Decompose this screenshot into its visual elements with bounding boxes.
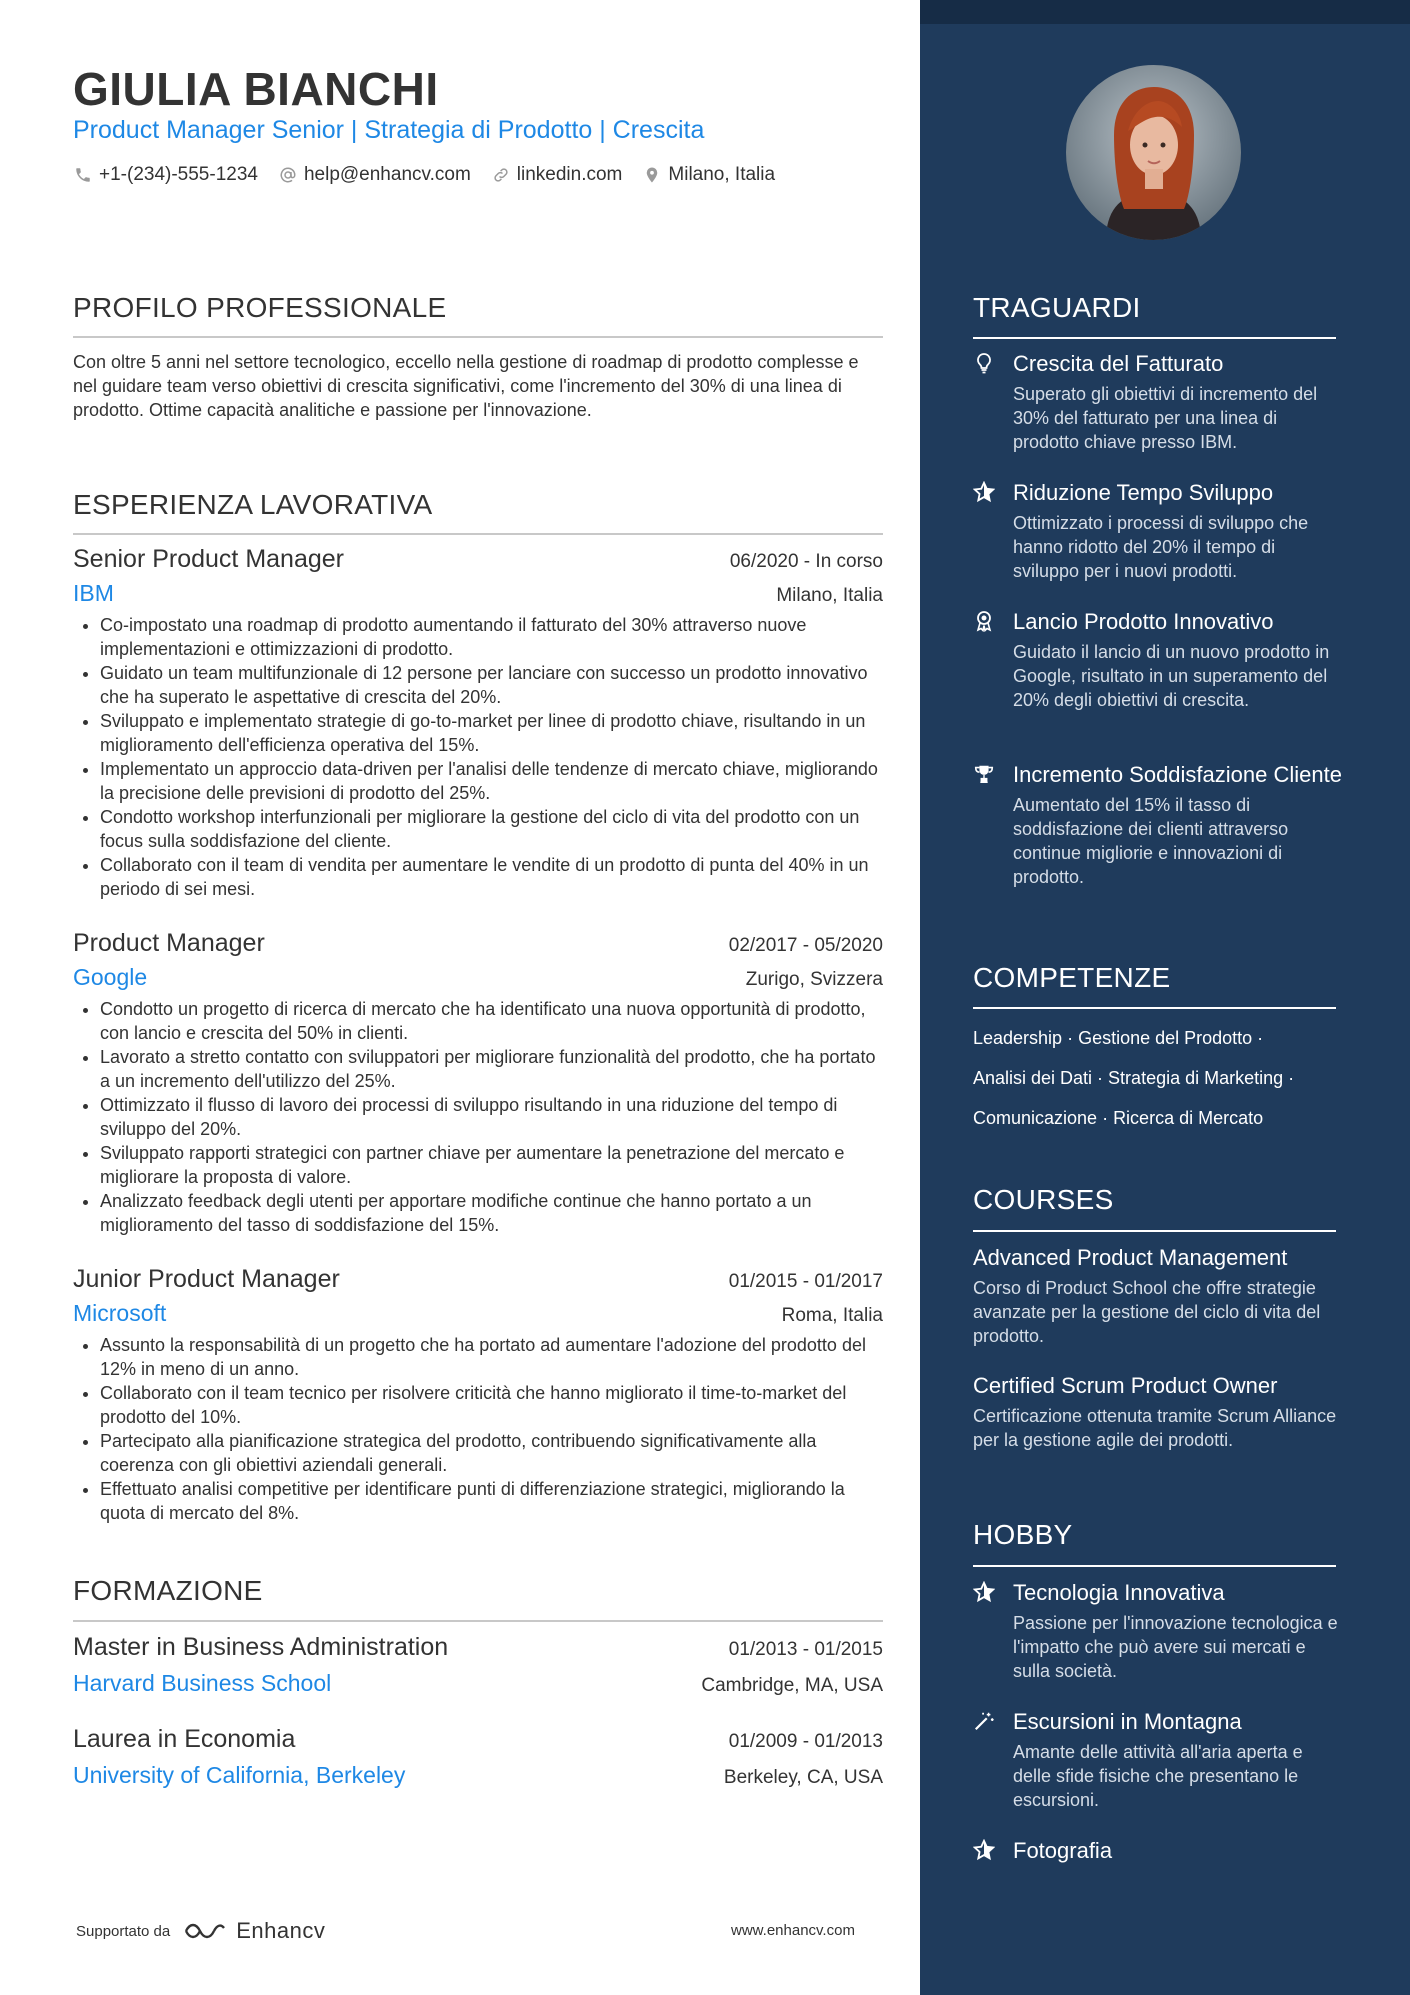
course-description: Certificazione ottenuta tramite Scrum Alliance per la gestione agile dei prodotti. bbox=[973, 1406, 1337, 1450]
achievement-item bbox=[973, 478, 1343, 583]
job-dates: 01/2015 - 01/2017 bbox=[728, 1271, 883, 1292]
school-location: Cambridge, MA, USA bbox=[701, 1675, 883, 1696]
achievement-item bbox=[973, 349, 1343, 454]
profile-photo bbox=[1066, 65, 1241, 240]
skills-line: Leadership · Gestione del Prodotto · bbox=[973, 1028, 1264, 1048]
contact-phone bbox=[73, 164, 258, 186]
star-icon bbox=[973, 480, 995, 504]
contact-email[interactable] bbox=[278, 164, 471, 186]
list-item: • Implementato un approccio data-driven per l'analisi delle tendenze di mercato chiave, migliorando la precisione delle previsioni di prodotto del 25%. bbox=[100, 757, 883, 805]
achievement-item bbox=[973, 760, 1343, 889]
phone-icon bbox=[73, 165, 93, 185]
section-divider bbox=[73, 336, 883, 338]
hobby-description: Passione per l'innovazione tecnologica e l'impatto che può avere sui mercati e sulla società. bbox=[1013, 1613, 1338, 1681]
hobby-title: Escursioni in Montagna bbox=[1013, 1709, 1242, 1734]
achievement-description: Guidato il lancio di un nuovo prodotto in Google, risultato in un superamento del 20% degli obiettivi di crescita. bbox=[1013, 642, 1330, 710]
hobby-title: Tecnologia Innovativa bbox=[1013, 1580, 1225, 1605]
achievements-section-title: TRAGUARDI bbox=[973, 292, 1141, 323]
star-icon bbox=[973, 1838, 995, 1862]
footer-branding bbox=[76, 1918, 325, 1944]
list-item: • Analizzato feedback degli utenti per apportare modifiche continue che hanno portato a un miglioramento del tasso di soddisfazione del 15%. bbox=[100, 1189, 883, 1237]
skills-list bbox=[973, 1018, 1343, 1138]
magic-wand-icon bbox=[973, 1709, 995, 1733]
degree-title: Master in Business Administration bbox=[73, 1633, 449, 1661]
section-divider bbox=[73, 1620, 883, 1622]
linkedin-text[interactable]: linkedin.com bbox=[516, 164, 623, 185]
school-location: Berkeley, CA, USA bbox=[723, 1767, 883, 1788]
location-pin-icon bbox=[642, 165, 662, 185]
headline: Product Manager Senior | Strategia di Prodotto | Crescita bbox=[73, 116, 705, 144]
education-entry bbox=[73, 1725, 883, 1789]
job-entry bbox=[73, 929, 883, 1237]
skills-section-title: COMPETENZE bbox=[973, 962, 1171, 993]
profile-summary: Con oltre 5 anni nel settore tecnologico, eccello nella gestione di roadmap di prodotto complesse e nel guidare team verso obiettivi di crescita significativi, come l'incremento del 30% di una linea di prodotto. Ottime capacità analitiche e passione per l'innovazione. bbox=[73, 352, 859, 420]
list-item: • Sviluppato rapporti strategici con partner chiave per aumentare la penetrazione del mercato e migliorare la proposta di valore. bbox=[100, 1141, 883, 1189]
school-name: Harvard Business School bbox=[73, 1670, 332, 1696]
section-divider bbox=[73, 533, 883, 535]
section-divider bbox=[973, 337, 1336, 339]
job-location: Roma, Italia bbox=[781, 1305, 883, 1326]
course-title: Certified Scrum Product Owner bbox=[973, 1373, 1278, 1398]
course-item bbox=[973, 1371, 1343, 1452]
achievement-title: Riduzione Tempo Sviluppo bbox=[1013, 480, 1274, 505]
job-entry bbox=[73, 545, 883, 901]
course-description: Corso di Product School che offre strategie avanzate per la gestione del ciclo di vita del prodotto. bbox=[973, 1278, 1321, 1346]
star-icon bbox=[973, 1580, 995, 1604]
contact-linkedin[interactable] bbox=[491, 164, 623, 186]
list-item: • Ottimizzato il flusso di lavoro dei processi di sviluppo risultando in una riduzione del tempo di sviluppo del 20%. bbox=[100, 1093, 883, 1141]
job-bullets bbox=[73, 997, 883, 1237]
location-text: Milano, Italia bbox=[668, 164, 776, 185]
job-title: Senior Product Manager bbox=[73, 545, 344, 573]
job-dates: 06/2020 - In corso bbox=[729, 551, 883, 572]
job-dates: 02/2017 - 05/2020 bbox=[728, 935, 883, 956]
job-company: Microsoft bbox=[73, 1300, 167, 1326]
hobby-item bbox=[973, 1578, 1343, 1683]
skills-line: Comunicazione · Ricerca di Mercato bbox=[973, 1108, 1264, 1128]
course-item bbox=[973, 1243, 1343, 1348]
job-bullets bbox=[73, 613, 883, 901]
hobby-item bbox=[973, 1707, 1343, 1812]
list-item: • Condotto un progetto di ricerca di mercato che ha identificato una nuova opportunità di prodotto, con lancio e crescita del 50% in clienti. bbox=[100, 997, 883, 1045]
list-item: • Condotto workshop interfunzionali per migliorare la gestione del ciclo di vita del prodotto con un focus sulla soddisfazione del cliente. bbox=[100, 805, 883, 853]
lightbulb-icon bbox=[973, 351, 995, 375]
achievement-title: Incremento Soddisfazione Cliente bbox=[1013, 762, 1342, 787]
award-icon bbox=[973, 609, 995, 633]
school-name: University of California, Berkeley bbox=[73, 1762, 406, 1788]
trophy-icon bbox=[973, 762, 995, 786]
job-bullets bbox=[73, 1333, 883, 1525]
at-icon bbox=[278, 165, 298, 185]
education-entry bbox=[73, 1633, 883, 1697]
section-divider bbox=[973, 1565, 1336, 1567]
education-dates: 01/2013 - 01/2015 bbox=[728, 1639, 883, 1660]
degree-title: Laurea in Economia bbox=[73, 1725, 296, 1753]
hobby-section-title: HOBBY bbox=[973, 1519, 1073, 1550]
job-title: Junior Product Manager bbox=[73, 1265, 340, 1293]
powered-by-text: Supportato da bbox=[76, 1922, 171, 1940]
courses-section-title: COURSES bbox=[973, 1184, 1114, 1215]
email-text[interactable]: help@enhancv.com bbox=[303, 164, 471, 185]
list-item: • Lavorato a stretto contatto con sviluppatori per migliorare funzionalità del prodotto, che ha portato a un incremento dell'utilizzo del 25%. bbox=[100, 1045, 883, 1093]
list-item: • Collaborato con il team di vendita per aumentare le vendite di un prodotto di punta del 40% in un periodo di sei mesi. bbox=[100, 853, 883, 901]
skills-line: Analisi dei Dati · Strategia di Marketing · bbox=[973, 1068, 1295, 1088]
profile-section-title: PROFILO PROFESSIONALE bbox=[73, 292, 447, 323]
phone-text: +1-(234)-555-1234 bbox=[99, 164, 258, 185]
education-dates: 01/2009 - 01/2013 bbox=[728, 1731, 883, 1752]
section-divider bbox=[973, 1230, 1336, 1232]
list-item: • Co-impostato una roadmap di prodotto aumentando il fatturato del 30% attraverso nuove implementazioni e ottimizzazioni di prodotto. bbox=[100, 613, 883, 661]
brand-name: Enhancv bbox=[236, 1918, 326, 1943]
list-item: • Partecipato alla pianificazione strategica del prodotto, contribuendo significativamente alla coerenza con gli obiettivi aziendali generali. bbox=[100, 1429, 883, 1477]
achievement-description: Aumentato del 15% il tasso di soddisfazione dei clienti attraverso continue migliorie e innovazioni di prodotto. bbox=[1013, 795, 1289, 887]
hobby-title: Fotografia bbox=[1013, 1838, 1113, 1863]
enhancv-logo-icon bbox=[182, 1920, 228, 1942]
hobby-description: Amante delle attività all'aria aperta e delle sfide fisiche che presentano le escursioni. bbox=[1013, 1742, 1303, 1810]
job-company: IBM bbox=[73, 580, 114, 606]
candidate-name: GIULIA BIANCHI bbox=[73, 63, 439, 115]
list-item: • Guidato un team multifunzionale di 12 persone per lanciare con successo un prodotto innovativo che ha superato le aspettative di crescita del 20%. bbox=[100, 661, 883, 709]
sidebar-top-band bbox=[920, 0, 1410, 24]
achievement-item bbox=[973, 607, 1343, 712]
list-item: • Effettuato analisi competitive per identificare punti di differenziazione strategici, migliorando la quota di mercato del 8%. bbox=[100, 1477, 883, 1525]
contact-location bbox=[642, 164, 775, 186]
job-location: Milano, Italia bbox=[776, 585, 883, 606]
list-item: • Sviluppato e implementato strategie di go-to-market per linee di prodotto chiave, risultando in un miglioramento dell'efficienza operativa del 15%. bbox=[100, 709, 883, 757]
contact-bar bbox=[73, 164, 795, 186]
achievement-title: Crescita del Fatturato bbox=[1013, 351, 1224, 376]
section-divider bbox=[973, 1007, 1336, 1009]
education-section-title: FORMAZIONE bbox=[73, 1575, 263, 1606]
job-title: Product Manager bbox=[73, 929, 265, 957]
list-item: • Collaborato con il team tecnico per risolvere criticità che hanno migliorato il time-to-market del prodotto del 10%. bbox=[100, 1381, 883, 1429]
achievement-title: Lancio Prodotto Innovativo bbox=[1013, 609, 1274, 634]
achievement-description: Superato gli obiettivi di incremento del 30% del fatturato per una linea di prodotto chiave presso IBM. bbox=[1013, 384, 1318, 452]
achievement-description: Ottimizzato i processi di sviluppo che hanno ridotto del 20% il tempo di sviluppo per i nuovi prodotti. bbox=[1013, 513, 1309, 581]
job-company: Google bbox=[73, 964, 148, 990]
list-item: • Assunto la responsabilità di un progetto che ha portato ad aumentare l'adozione del prodotto del 12% in meno di un anno. bbox=[100, 1333, 883, 1381]
job-entry bbox=[73, 1265, 883, 1525]
experience-section-title: ESPERIENZA LAVORATIVA bbox=[73, 489, 433, 520]
footer-website[interactable]: www.enhancv.com bbox=[731, 1922, 855, 1939]
link-icon bbox=[491, 165, 511, 185]
job-location: Zurigo, Svizzera bbox=[745, 969, 883, 990]
hobby-item bbox=[973, 1836, 1343, 1865]
course-title: Advanced Product Management bbox=[973, 1245, 1288, 1270]
